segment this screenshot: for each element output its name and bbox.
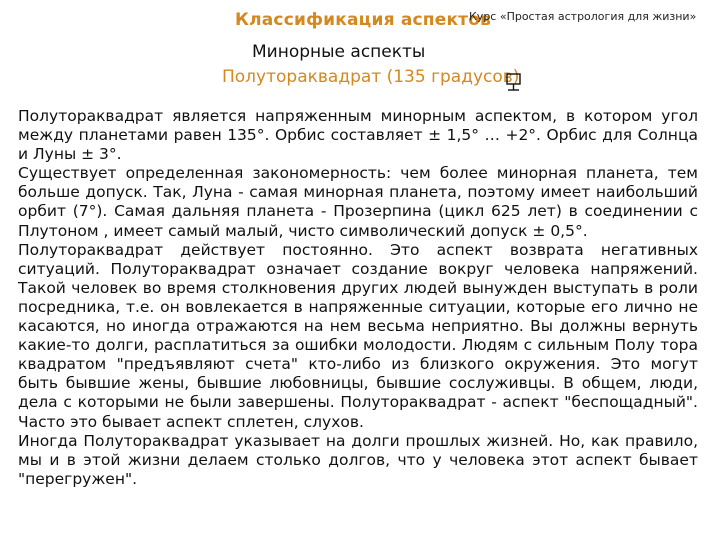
paragraph-3: Полутораквадрат действует постоянно. Это аспект возврата негативных ситуаций. Полутораквадрат означает создание вокруг человека напряжений. Такой человек во время столкновения других людей вынужден выступать в роли посредника, т.е. он вовлекается в напряженные ситуации, которые его лично не касаются, но иногда отражаются на нем весьма неприятно. Вы должны вернуть какие-то долги, расплатиться за ошибки молодости. Людям с сильным Полу тора квадратом "предъявляют счета" кто-либо из близкого окружения. Это могут быть бывшие жены, бывшие любовницы, бывшие сослуживцы. В общем, люди, дела с которыми не были завершены. Полутораквадрат - аспект "беспощадный". Часто это бывает аспект сплетен, слухов.: [18, 240, 698, 431]
course-label: Курс «Простая астрология для жизни»: [469, 10, 697, 23]
paragraph-2: Существует определенная закономерность: чем более минорная планета, тем больше допуск. Так, Луна - самая минорная планета, поэтому имеет наибольший орбит (7°). Самая дальняя планета - Прозерпина (цикл 625 лет) в соединении с Плутоном , имеет самый малый, чисто символический допуск ± 0,5°.: [18, 164, 698, 240]
section-subtitle: Минорные аспекты: [252, 42, 426, 62]
paragraph-4: Иногда Полутораквадрат указывает на долги прошлых жизней. Но, как правило, мы и в этой жизни делаем столько долгов, что у человека этот аспект бывает "перегружен".: [18, 431, 698, 488]
sesquiquadrate-glyph-icon: [505, 72, 525, 92]
paragraph-1: Полутораквадрат является напряженным минорным аспектом, в котором угол между планетами равен 135°. Орбис составляет ± 1,5° … +2°. Орбис для Солнца и Луны ± 3°.: [18, 107, 698, 164]
aspect-heading: Полутораквадрат (135 градусов): [222, 67, 520, 87]
body-text: [18, 107, 698, 489]
slide-header-title: Классификация аспектов: [235, 10, 492, 30]
